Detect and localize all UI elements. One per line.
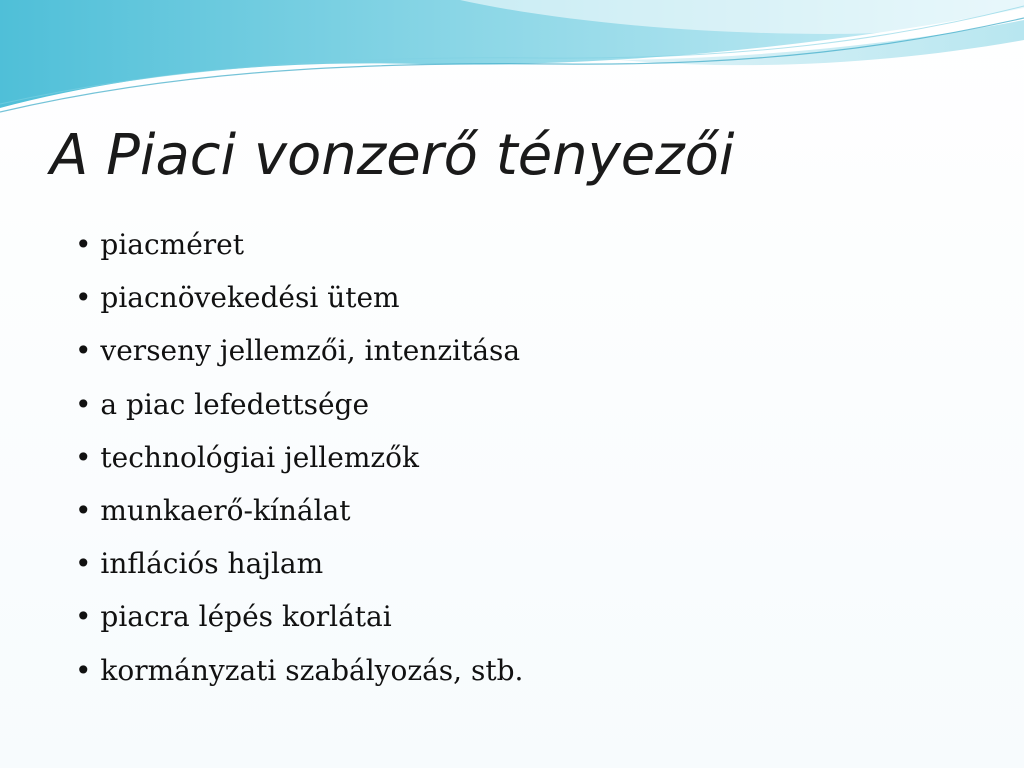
header-wave-decoration <box>0 0 1024 120</box>
bullet-item: • inflációs hajlam <box>75 547 324 581</box>
bullet-item: • kormányzati szabályozás, stb. <box>75 653 524 687</box>
bullet-item: • piacra lépés korlátai <box>75 600 392 634</box>
slide-title: A Piaci vonzerő tényezői <box>50 123 735 188</box>
bullet-item: • verseny jellemzői, intenzitása <box>75 334 521 368</box>
bullet-item: • a piac lefedettsége <box>75 387 370 421</box>
bullet-item: • piacnövekedési ütem <box>75 281 400 315</box>
bullet-item: • technológiai jellemzők <box>75 440 419 474</box>
bullet-item: • munkaerő-kínálat <box>75 493 351 527</box>
bullet-list <box>75 226 975 705</box>
bullet-item: • piacméret <box>75 228 244 261</box>
